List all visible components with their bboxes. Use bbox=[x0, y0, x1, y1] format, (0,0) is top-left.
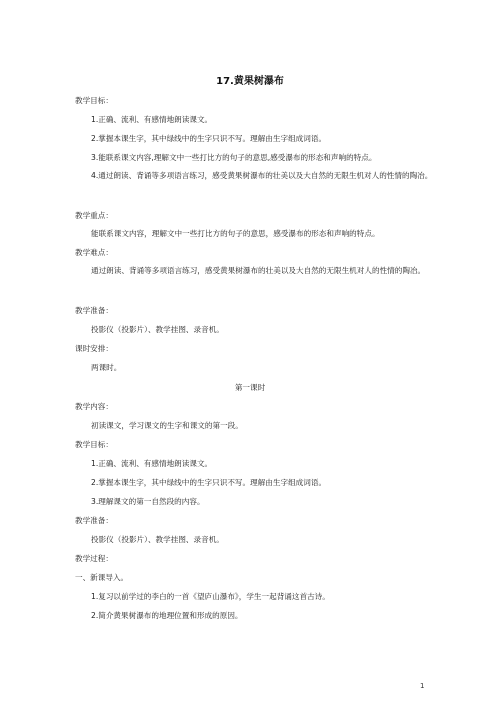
heading-lesson-goals: 教学目标： bbox=[75, 440, 113, 449]
goal-item-1: 1.正确、流利、有感情地朗读课文。 bbox=[91, 115, 213, 124]
page-title: 17.黄果树瀑布 bbox=[216, 76, 284, 87]
schedule-text: 两课时。 bbox=[91, 363, 122, 372]
goal-item-3: 3.能联系课文内容,理解文中一些打比方的句子的意思,感受瀑布的形态和声响的特点。 bbox=[91, 153, 377, 162]
step-intro-item-1: 1.复习以前学过的李白的一首《望庐山瀑布》，学生一起背诵这首古诗。 bbox=[91, 592, 330, 601]
heading-schedule: 课时安排： bbox=[75, 344, 113, 353]
heading-preparation: 教学准备： bbox=[75, 306, 113, 315]
lesson-preparation-text: 投影仪（投影片）、教学挂图、录音机。 bbox=[91, 535, 224, 544]
heading-teaching-goals: 教学目标： bbox=[75, 96, 113, 105]
step-intro-item-2: 2.简介黄果树瀑布的地理位置和形成的原因。 bbox=[91, 611, 243, 620]
content-text: 初读课文，学习课文的生字和课文的第一段。 bbox=[91, 421, 243, 430]
lesson-goal-1: 1.正确、流利、有感情地朗读课文。 bbox=[91, 459, 213, 468]
preparation-text: 投影仪（投影片）、教学挂图、录音机。 bbox=[91, 325, 224, 334]
page-number: 1 bbox=[420, 682, 425, 690]
heading-content: 教学内容： bbox=[75, 402, 113, 411]
heading-key-points: 教学重点： bbox=[75, 211, 113, 220]
goal-item-4: 4.通过朗读、背诵等多项语言练习，感受黄果树瀑布的壮美以及大自然的无限生机对人的性情的陶冶。 bbox=[91, 171, 433, 180]
goal-item-2: 2.掌握本课生字，其中绿线中的生字只识不写。理解由生字组成词语。 bbox=[91, 134, 327, 143]
key-points-text: 能联系课文内容，理解文中一些打比方的句子的意思，感受瀑布的形态和声响的特点。 bbox=[91, 229, 380, 238]
difficulties-text: 通过朗读、背诵等多项语言练习，感受黄果树瀑布的壮美以及大自然的无限生机对人的性情的陶冶。 bbox=[91, 266, 426, 275]
step-intro: 一、新课导入。 bbox=[75, 573, 129, 582]
lesson-goal-3: 3.理解课文的第一自然段的内容。 bbox=[91, 497, 205, 506]
lesson-goal-2: 2.掌握本课生字，其中绿线中的生字只识不写。理解由生字组成词语。 bbox=[91, 478, 327, 487]
heading-lesson-preparation: 教学准备： bbox=[75, 516, 113, 525]
heading-process: 教学过程： bbox=[75, 554, 113, 563]
section-first-lesson: 第一课时 bbox=[234, 383, 266, 392]
heading-difficulties: 教学难点： bbox=[75, 248, 113, 257]
